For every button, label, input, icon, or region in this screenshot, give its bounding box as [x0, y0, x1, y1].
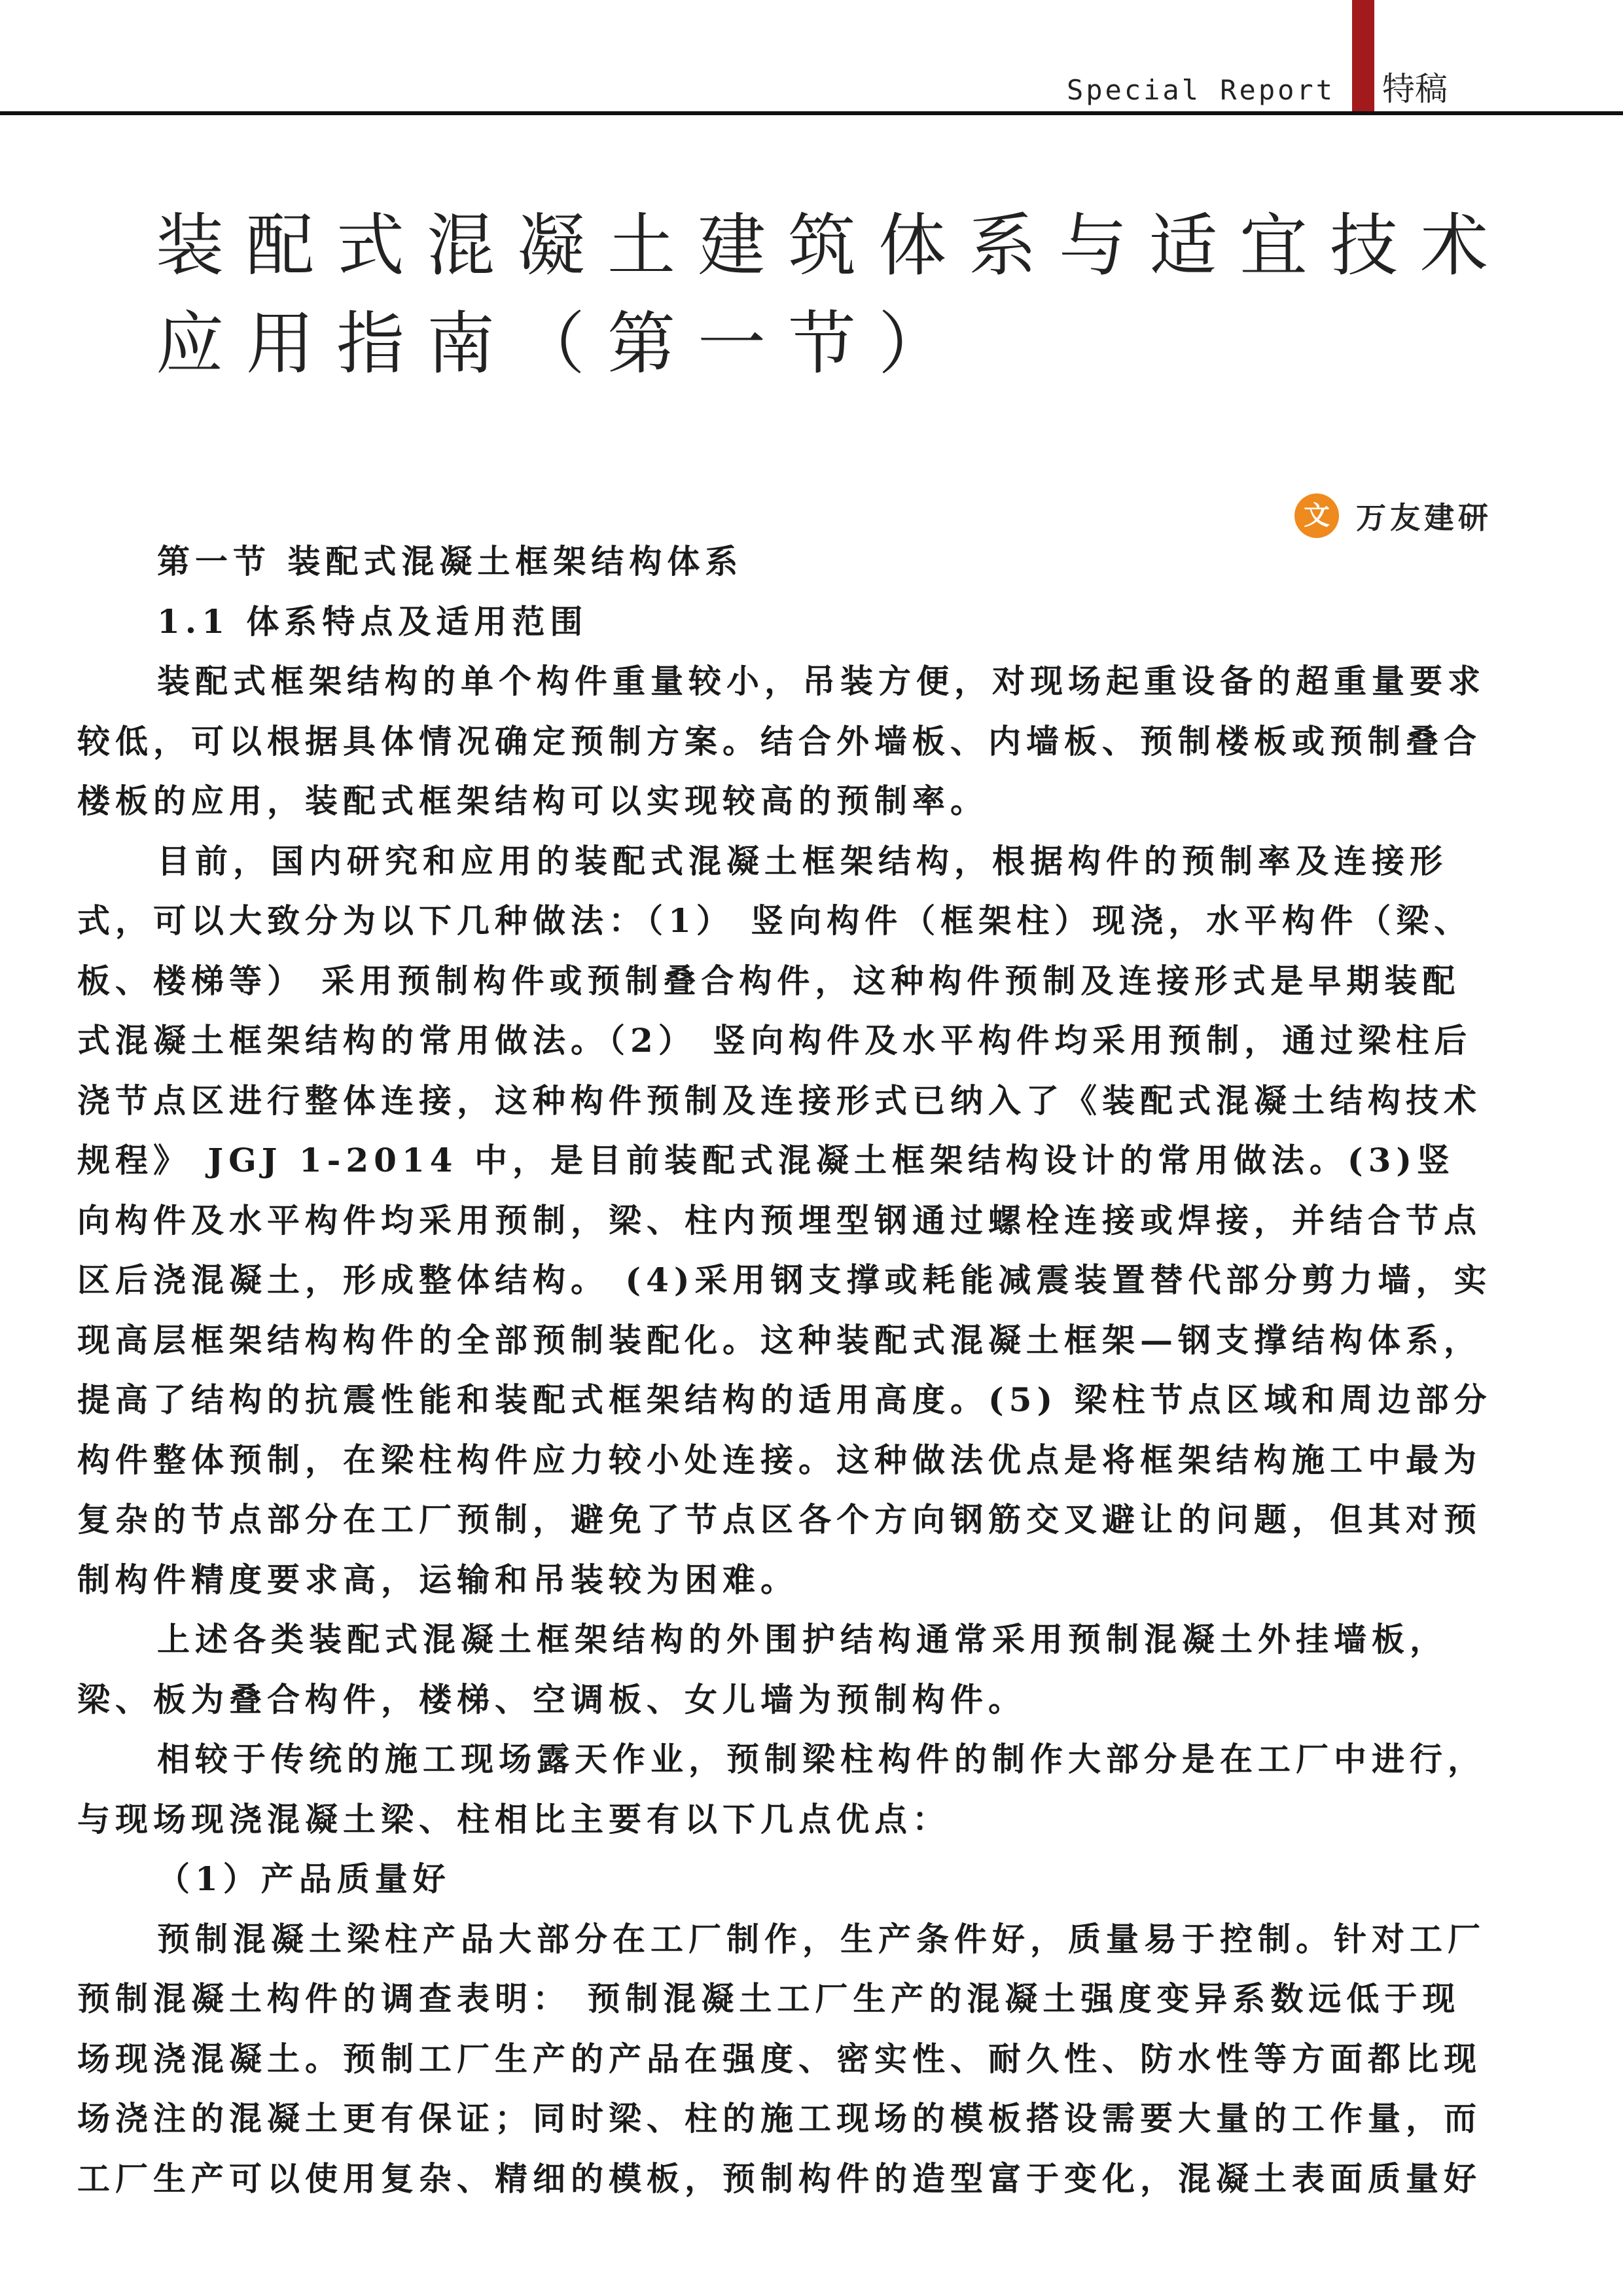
body-line: 规程》 JGJ 1-2014 中，是目前装配式混凝土框架结构设计的常用做法。(3)竖	[77, 1141, 1455, 1179]
body-line: 式，可以大致分为以下几种做法：（1） 竖向构件（框架柱）现浇，水平构件（梁、	[77, 901, 1472, 940]
article-title-line-1: 装配式混凝土建筑体系与适宜技术	[156, 206, 1511, 285]
subsection-heading: 1.1 体系特点及适用范围	[157, 601, 588, 641]
body-line: 梁、板为叠合构件，楼梯、空调板、女儿墙为预制构件。	[77, 1679, 1026, 1719]
body-line: 工厂生产可以使用复杂、精细的模板，预制构件的造型富于变化，混凝土表面质量好	[77, 2159, 1482, 2198]
body-line: 构件整体预制，在梁柱构件应力较小处连接。这种做法优点是将框架结构施工中最为	[77, 1440, 1482, 1479]
header-rule	[0, 111, 1623, 115]
body-line: 预制混凝土构件的调查表明： 预制混凝土工厂生产的混凝土强度变异系数远低于现	[77, 1979, 1461, 2018]
list-heading: （1）产品质量好	[157, 1859, 451, 1898]
body-line: 区后浇混凝土，形成整体结构。 (4)采用钢支撑或耗能减震装置替代部分剪力墙，实	[77, 1261, 1492, 1299]
body-line: 向构件及水平构件均采用预制，梁、柱内预埋型钢通过螺栓连接或焊接，并结合节点	[77, 1200, 1482, 1240]
body-line: 相较于传统的施工现场露天作业，预制梁柱构件的制作大部分是在工厂中进行，	[157, 1740, 1486, 1778]
body-line: 较低，可以根据具体情况确定预制方案。结合外墙板、内墙板、预制楼板或预制叠合	[77, 721, 1482, 761]
article-title-line-2: 应用指南（第一节）	[156, 304, 969, 384]
body-line: 板、楼梯等） 采用预制构件或预制叠合构件，这种构件预制及连接形式是早期装配	[77, 961, 1461, 1000]
header-section-cn: 特稿	[1382, 70, 1448, 108]
body-line: 复杂的节点部分在工厂预制，避免了节点区各个方向钢筋交叉避让的问题，但其对预	[77, 1500, 1482, 1539]
body-line: 装配式框架结构的单个构件重量较小，吊装方便，对现场起重设备的超重量要求	[157, 662, 1486, 700]
section-heading: 第一节 装配式混凝土框架结构体系	[157, 542, 743, 581]
body-line: 场浇注的混凝土更有保证；同时梁、柱的施工现场的模板搭设需要大量的工作量，而	[77, 2099, 1482, 2138]
byline-text-icon: 文	[1294, 493, 1339, 538]
body-line: 目前，国内研究和应用的装配式混凝土框架结构，根据构件的预制率及连接形	[157, 841, 1448, 880]
body-line: 楼板的应用，装配式框架结构可以实现较高的预制率。	[77, 781, 988, 820]
header-accent-bar	[1352, 0, 1374, 113]
body-line: 提高了结构的抗震性能和装配式框架结构的适用高度。(5) 梁柱节点区域和周边部分	[77, 1380, 1492, 1419]
header-section-en: Special Report	[1066, 74, 1335, 106]
body-line: 上述各类装配式混凝土框架结构的外围护结构通常采用预制混凝土外挂墙板，	[157, 1620, 1448, 1659]
article-title	[156, 196, 1511, 393]
body-line: 浇节点区进行整体连接，这种构件预制及连接形式已纳入了《装配式混凝土结构技术	[77, 1081, 1482, 1120]
article-body	[77, 531, 1550, 2208]
body-line: 预制混凝土梁柱产品大部分在工厂制作，生产条件好，质量易于控制。针对工厂	[157, 1919, 1486, 1958]
body-line: 现高层框架结构构件的全部预制装配化。这种装配式混凝土框架—钢支撑结构体系，	[77, 1320, 1482, 1359]
body-line: 与现场现浇混凝土梁、柱相比主要有以下几点优点：	[77, 1799, 950, 1839]
body-line: 场现浇混凝土。预制工厂生产的产品在强度、密实性、耐久性、防水性等方面都比现	[77, 2039, 1482, 2078]
body-line: 式混凝土框架结构的常用做法。（2） 竖向构件及水平构件均采用预制，通过梁柱后	[77, 1021, 1472, 1060]
body-line: 制构件精度要求高，运输和吊装较为困难。	[77, 1560, 798, 1599]
byline-author: 万友建研	[1356, 500, 1492, 535]
